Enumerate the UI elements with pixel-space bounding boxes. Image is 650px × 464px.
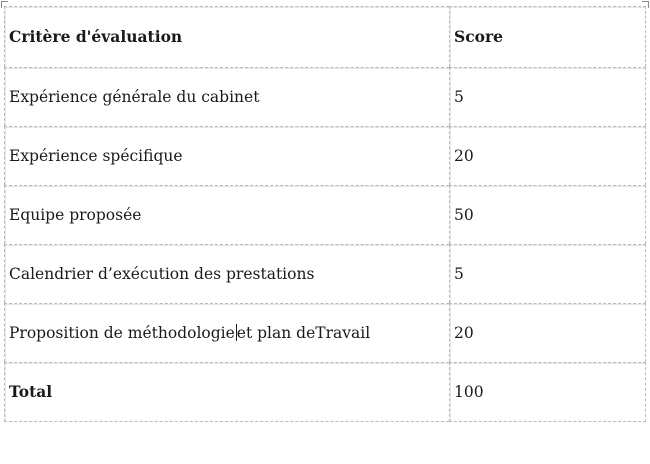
table-total-row <box>4 362 646 422</box>
criterion-cell[interactable]: Expérience spécifique <box>4 126 449 185</box>
header-cell-criterion[interactable]: Critère d'évaluation <box>4 6 449 67</box>
criterion-cell[interactable]: Equipe proposée <box>4 185 449 244</box>
criterion-cell[interactable]: Calendrier d’exécution des prestations <box>4 244 449 303</box>
table-row <box>4 126 646 185</box>
score-cell[interactable]: 20 <box>449 303 646 362</box>
criterion-cell[interactable] <box>4 303 449 362</box>
table-row <box>4 185 646 244</box>
score-cell[interactable]: 20 <box>449 126 646 185</box>
total-score-cell[interactable]: 100 <box>449 362 646 422</box>
header-cell-score[interactable]: Score <box>449 6 646 67</box>
score-cell[interactable]: 50 <box>449 185 646 244</box>
total-label-cell[interactable]: Total <box>4 362 449 422</box>
criterion-text-after-cursor: et plan deTravail <box>236 323 371 342</box>
criterion-text-before-cursor: Proposition de méthodologie <box>9 323 235 342</box>
table-header-row <box>4 6 646 67</box>
table-row <box>4 244 646 303</box>
evaluation-criteria-table <box>4 6 646 422</box>
table-row <box>4 67 646 126</box>
table-row <box>4 303 646 362</box>
criterion-cell[interactable]: Expérience générale du cabinet <box>4 67 449 126</box>
score-cell[interactable]: 5 <box>449 67 646 126</box>
score-cell[interactable]: 5 <box>449 244 646 303</box>
